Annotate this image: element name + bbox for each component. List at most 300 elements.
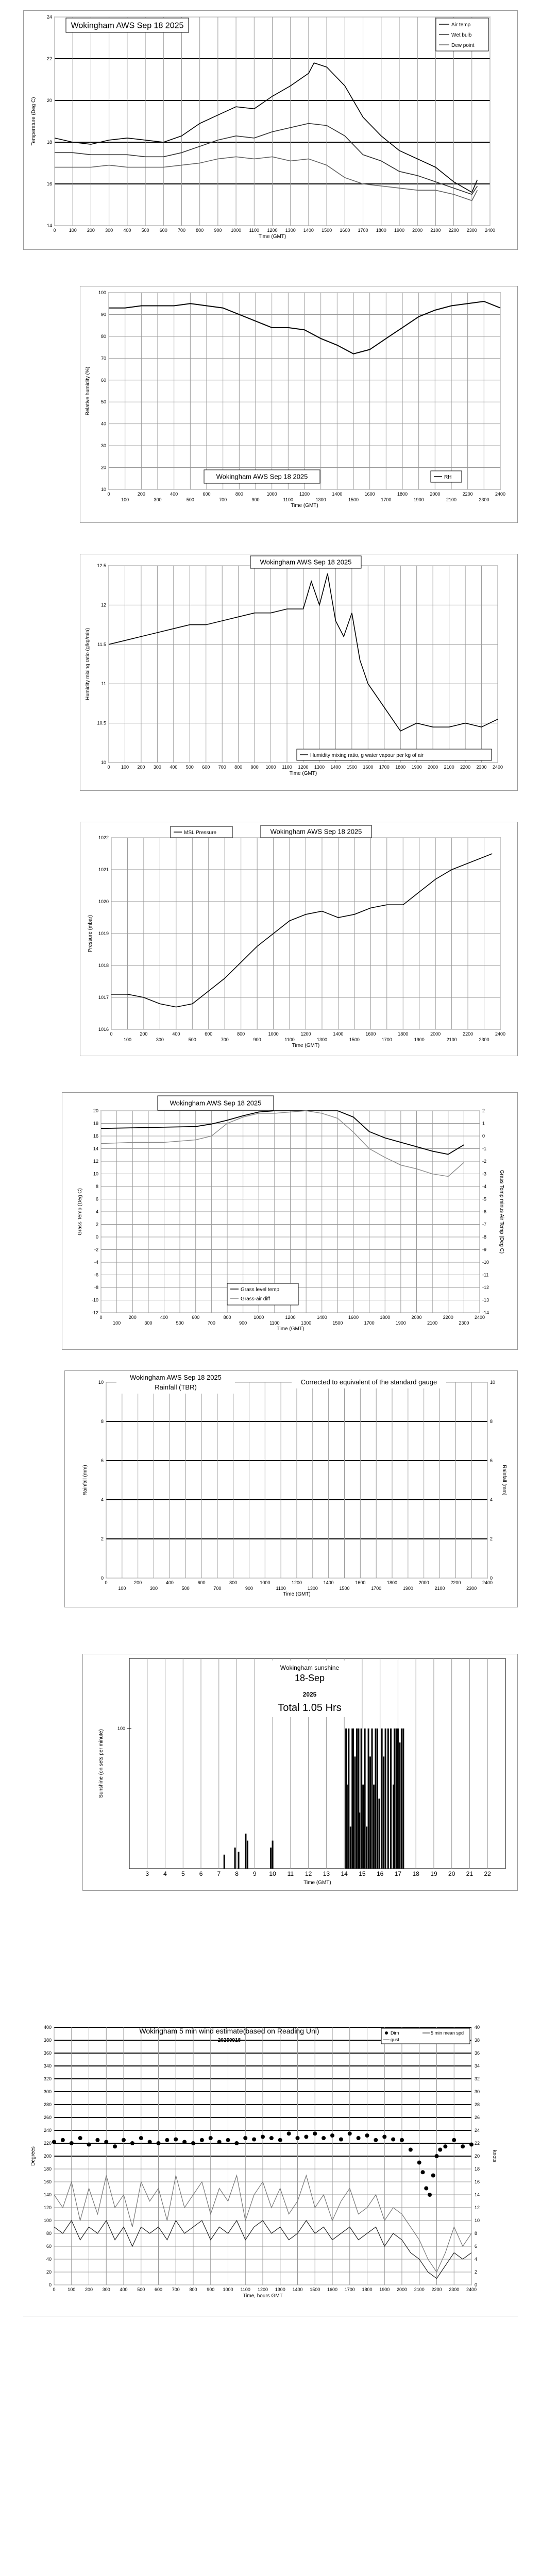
- chart-panel-mixing-ratio: [80, 554, 518, 791]
- x-tick-label: 2400: [474, 1315, 485, 1320]
- legend-label: Air temp: [451, 22, 471, 28]
- direction-point: [435, 2154, 439, 2158]
- x-tick-label: 1700: [371, 1586, 382, 1591]
- x-tick-label: 1600: [327, 2287, 338, 2292]
- x-tick-label: 2300: [476, 765, 487, 770]
- direction-point: [174, 2138, 178, 2142]
- y-tick-label: 70: [100, 355, 106, 361]
- direction-point: [148, 2140, 152, 2144]
- y2-tick-label: 16: [475, 2179, 480, 2184]
- y2-tick-label: 26: [475, 2115, 480, 2120]
- direction-point: [296, 2136, 300, 2140]
- chart-title: Wokingham AWS Sep 18 2025: [270, 827, 362, 836]
- direction-point: [417, 2161, 421, 2165]
- x-tick-label: 400: [123, 228, 131, 233]
- direction-point: [452, 2138, 456, 2142]
- y-tick-label: 20: [46, 2269, 52, 2275]
- y2-tick-label: 20: [475, 2154, 480, 2159]
- x-tick-label: 10: [269, 1870, 276, 1877]
- chart-title: Wokingham sunshine: [280, 1664, 340, 1671]
- x-tick-label: 100: [118, 1586, 126, 1591]
- x-tick-label: 800: [235, 492, 243, 497]
- x-tick-label: 400: [170, 765, 178, 770]
- x-tick-label: 2100: [430, 228, 441, 233]
- y-tick-label: 40: [100, 421, 106, 427]
- direction-point: [469, 2143, 474, 2147]
- x-tick-label: 600: [202, 492, 211, 497]
- x-tick-label: 1500: [349, 1037, 360, 1042]
- sunshine-bar: [383, 1756, 384, 1869]
- x-tick-label: 2400: [482, 1580, 493, 1585]
- y2-tick-label: -13: [482, 1297, 489, 1303]
- x-tick-label: 2200: [463, 1031, 474, 1037]
- direction-point: [200, 2138, 204, 2142]
- x-tick-label: 1900: [394, 228, 404, 233]
- x-tick-label: 4: [163, 1870, 167, 1877]
- y-tick-label: 120: [43, 2205, 52, 2210]
- sunshine-bar: [397, 1728, 399, 1869]
- direction-point: [269, 2136, 274, 2140]
- x-axis-label: Time (GMT): [291, 503, 318, 509]
- x-tick-label: 300: [156, 1037, 164, 1042]
- direction-point: [252, 2138, 256, 2142]
- x-tick-label: 700: [207, 1320, 215, 1326]
- sunshine-bar: [224, 1855, 225, 1869]
- x-tick-label: 1700: [381, 497, 392, 502]
- y2-tick-label: 34: [475, 2063, 480, 2069]
- y-tick-label: 100: [98, 290, 106, 295]
- sunshine-bar: [377, 1728, 378, 1869]
- sunshine-bar: [346, 1785, 348, 1869]
- y2-tick-label: -10: [482, 1260, 489, 1265]
- x-tick-label: 2400: [495, 492, 506, 497]
- direction-point: [217, 2140, 222, 2144]
- x-tick-label: 1400: [292, 2287, 303, 2292]
- chart-year: 2025: [302, 1691, 317, 1698]
- x-axis-label: Time (GMT): [289, 771, 317, 776]
- sunshine-bar: [245, 1834, 246, 1869]
- y-tick-label: 8: [95, 1184, 98, 1189]
- y-tick-label: -10: [91, 1297, 98, 1303]
- chart-note: Corrected to equivalent of the standard gauge: [300, 1378, 437, 1386]
- chart-subtitle: 18-Sep: [294, 1673, 325, 1683]
- y2-tick-label: 4: [475, 2257, 478, 2262]
- y-tick-label: 16: [93, 1133, 98, 1139]
- y-tick-label: 100: [43, 2218, 52, 2223]
- x-tick-label: 700: [213, 1586, 222, 1591]
- x-tick-label: 1900: [413, 497, 424, 502]
- y2-tick-label: -8: [482, 1234, 487, 1240]
- x-tick-label: 800: [189, 2287, 197, 2292]
- chart-title: Wokingham AWS Sep 18 2025: [71, 21, 184, 30]
- x-tick-label: 900: [214, 228, 222, 233]
- legend-label: Dirn: [391, 2030, 399, 2036]
- y-tick-label: 300: [43, 2089, 52, 2094]
- y2-tick-label: 0: [490, 1575, 493, 1581]
- y-axis-label: Temperature (Deg C): [31, 97, 37, 146]
- y-tick-label: 14: [46, 223, 52, 228]
- legend-label: Wet bulb: [451, 32, 472, 38]
- y-tick-label: 40: [46, 2257, 52, 2262]
- direction-point: [461, 2144, 465, 2148]
- y2-tick-label: -6: [482, 1209, 487, 1214]
- direction-point: [287, 2131, 291, 2136]
- sunshine-bar: [369, 1756, 371, 1869]
- y-tick-label: 400: [43, 2025, 52, 2030]
- x-tick-label: 3: [145, 1870, 149, 1877]
- y-tick-label: 11: [101, 681, 106, 687]
- y2-tick-label: -12: [482, 1285, 489, 1290]
- x-tick-label: 2100: [446, 497, 457, 502]
- x-tick-label: 11: [287, 1870, 294, 1877]
- x-tick-label: 1300: [316, 1037, 327, 1042]
- x-tick-label: 100: [123, 1037, 131, 1042]
- x-tick-label: 1000: [231, 228, 242, 233]
- direction-point: [365, 2133, 369, 2138]
- y2-tick-label: 8: [490, 1419, 493, 1424]
- x-tick-label: 1900: [395, 1320, 406, 1326]
- x-tick-label: 2000: [412, 228, 423, 233]
- y2-tick-label: 40: [475, 2025, 480, 2030]
- x-tick-label: 1500: [348, 497, 359, 502]
- x-tick-label: 700: [172, 2287, 180, 2292]
- y2-axis-label: knots: [492, 2150, 497, 2162]
- y-tick-label: 22: [46, 56, 52, 61]
- x-tick-label: 400: [170, 492, 178, 497]
- y2-tick-label: -14: [482, 1310, 489, 1315]
- x-tick-label: 700: [219, 497, 227, 502]
- y-axis-label: Grass Temp (Deg C): [77, 1188, 83, 1235]
- chart-subtitle: Rainfall (TBR): [155, 1383, 197, 1391]
- x-tick-label: 1200: [285, 1315, 296, 1320]
- x-tick-label: 2400: [492, 765, 503, 770]
- chart-panel-humidity: [80, 286, 518, 523]
- x-tick-label: 1200: [299, 492, 310, 497]
- sunshine-bar: [402, 1728, 404, 1869]
- x-tick-label: 1100: [284, 1037, 295, 1042]
- y2-tick-label: -2: [482, 1159, 487, 1164]
- y2-tick-label: 28: [475, 2102, 480, 2107]
- sunshine-bar: [366, 1826, 367, 1869]
- x-tick-label: 400: [120, 2287, 128, 2292]
- x-tick-label: 900: [253, 1037, 261, 1042]
- y-axis-label: Humidity mixing ratio (g/kg/min): [85, 628, 91, 701]
- direction-point: [278, 2138, 282, 2142]
- pressure-chart: [80, 822, 517, 1056]
- y-tick-label: 10: [93, 1171, 98, 1177]
- y-tick-label: 12.5: [97, 563, 106, 568]
- x-tick-label: 1600: [365, 1031, 376, 1037]
- y-tick-label: 180: [43, 2166, 52, 2172]
- x-tick-label: 1100: [283, 497, 294, 502]
- x-tick-label: 2000: [396, 2287, 408, 2292]
- sunshine-bar: [348, 1728, 349, 1869]
- x-axis-label: Time, hours GMT: [243, 2293, 283, 2299]
- direction-point: [261, 2135, 265, 2139]
- sunshine-bar: [381, 1728, 383, 1869]
- y-tick-label: 0: [48, 2282, 52, 2287]
- y-tick-label: 50: [100, 399, 106, 405]
- x-tick-label: 13: [323, 1870, 330, 1877]
- x-tick-label: 1200: [298, 765, 309, 770]
- direction-point: [52, 2140, 56, 2144]
- x-tick-label: 300: [102, 2287, 110, 2292]
- y2-tick-label: 12: [475, 2205, 480, 2210]
- direction-point: [409, 2148, 413, 2152]
- y-tick-label: 18: [46, 140, 52, 145]
- sunshine-bar: [375, 1728, 376, 1869]
- x-tick-label: 200: [140, 1031, 148, 1037]
- x-tick-label: 500: [141, 228, 149, 233]
- x-tick-label: 700: [177, 228, 185, 233]
- x-tick-label: 1300: [285, 228, 296, 233]
- x-tick-label: 1500: [322, 228, 332, 233]
- chart-title: Wokingham AWS Sep 18 2025: [170, 1099, 262, 1107]
- x-tick-label: 1200: [300, 1031, 311, 1037]
- y-axis-label: Pressure (mbar): [88, 914, 93, 953]
- legend-label: Dew point: [451, 43, 475, 48]
- y-tick-label: 90: [100, 312, 106, 317]
- y-tick-label: 18: [93, 1121, 98, 1126]
- y2-tick-label: 22: [475, 2141, 480, 2146]
- sunshine-bar: [390, 1728, 392, 1869]
- legend-swatch: [385, 2031, 388, 2035]
- y-tick-label: 1016: [98, 1027, 109, 1032]
- x-tick-label: 1700: [381, 1037, 392, 1042]
- x-tick-label: 1000: [223, 2287, 233, 2292]
- x-tick-label: 1900: [402, 1586, 413, 1591]
- x-tick-label: 0: [53, 228, 56, 233]
- x-tick-label: 1600: [355, 1580, 366, 1585]
- x-tick-label: 600: [205, 1031, 213, 1037]
- y-axis-label: Degrees: [30, 2146, 36, 2166]
- direction-point: [330, 2133, 334, 2138]
- y-tick-label: -4: [94, 1260, 98, 1265]
- y-tick-label: 2: [100, 1536, 104, 1541]
- x-tick-label: 2400: [466, 2287, 477, 2292]
- x-tick-label: 12: [305, 1870, 312, 1877]
- legend-label: MSL Pressure: [184, 830, 216, 836]
- y2-tick-label: 10: [490, 1380, 496, 1385]
- y2-tick-label: 1: [482, 1121, 485, 1126]
- x-tick-label: 1800: [386, 1580, 398, 1585]
- x-tick-label: 1500: [310, 2287, 320, 2292]
- x-tick-label: 1400: [333, 1031, 344, 1037]
- sunshine-bar: [270, 1848, 272, 1869]
- x-tick-label: 200: [137, 492, 145, 497]
- y-tick-label: 14: [93, 1146, 98, 1151]
- x-tick-label: 500: [176, 1320, 184, 1326]
- y2-tick-label: -11: [482, 1272, 489, 1278]
- x-tick-label: 500: [188, 1037, 196, 1042]
- x-tick-label: 2000: [418, 1580, 429, 1585]
- x-tick-label: 500: [137, 2287, 145, 2292]
- x-tick-label: 1400: [330, 765, 341, 770]
- x-tick-label: 1300: [314, 765, 325, 770]
- sunshine-bar: [364, 1728, 366, 1869]
- x-tick-label: 21: [466, 1870, 474, 1877]
- x-tick-label: 400: [160, 1315, 168, 1320]
- y-tick-label: 1022: [98, 835, 109, 840]
- x-tick-label: 15: [359, 1870, 366, 1877]
- x-tick-label: 100: [121, 765, 129, 770]
- direction-point: [87, 2143, 91, 2147]
- x-tick-label: 1800: [376, 228, 386, 233]
- y-axis-label: Rainfall (mm): [82, 1465, 88, 1496]
- x-tick-label: 800: [229, 1580, 238, 1585]
- y-tick-label: 340: [43, 2063, 52, 2069]
- sunshine-chart: [83, 1654, 517, 1890]
- y-tick-label: 12: [93, 1159, 98, 1164]
- x-tick-label: 2100: [446, 1037, 457, 1042]
- x-tick-label: 2200: [431, 2287, 442, 2292]
- x-tick-label: 400: [165, 1580, 174, 1585]
- sunshine-bar: [395, 1728, 397, 1869]
- x-tick-label: 1100: [282, 765, 292, 770]
- direction-point: [424, 2187, 428, 2191]
- x-axis-label: Time (GMT): [303, 1880, 331, 1886]
- x-tick-label: 1000: [268, 1031, 279, 1037]
- x-tick-label: 0: [107, 492, 110, 497]
- legend-label: Grass level temp: [241, 1287, 280, 1293]
- sunshine-bar: [368, 1728, 369, 1869]
- x-tick-label: 20: [448, 1870, 455, 1877]
- x-tick-label: 1300: [275, 2287, 285, 2292]
- y-tick-label: 240: [43, 2128, 52, 2133]
- x-tick-label: 1200: [267, 228, 278, 233]
- y-tick-label: 24: [46, 14, 52, 20]
- y-tick-label: 2: [95, 1222, 98, 1227]
- x-tick-label: 2300: [449, 2287, 460, 2292]
- x-tick-label: 200: [87, 228, 95, 233]
- x-tick-label: 16: [376, 1870, 384, 1877]
- x-tick-label: 200: [134, 1580, 142, 1585]
- x-tick-label: 600: [197, 1580, 206, 1585]
- x-tick-label: 2300: [479, 1037, 489, 1042]
- sunshine-bar: [356, 1728, 358, 1869]
- y-tick-label: 0: [100, 1575, 104, 1581]
- direction-point: [438, 2148, 442, 2152]
- y-tick-label: 0: [95, 1234, 98, 1240]
- y-tick-label: 360: [43, 2050, 52, 2056]
- y-tick-label: 20: [93, 1108, 98, 1113]
- sunshine-bar: [394, 1728, 395, 1869]
- sunshine-bar: [399, 1742, 400, 1869]
- x-tick-label: 200: [137, 765, 145, 770]
- y2-tick-label: -3: [482, 1171, 487, 1177]
- sunshine-bar: [378, 1799, 380, 1869]
- direction-point: [209, 2136, 213, 2140]
- x-tick-label: 14: [341, 1870, 348, 1877]
- y-tick-label: 1017: [98, 995, 109, 1000]
- y-tick-label: -6: [94, 1272, 98, 1278]
- direction-point: [428, 2193, 432, 2197]
- y-axis-label: Relative humidity (%): [85, 366, 91, 416]
- sunshine-bar: [401, 1728, 402, 1869]
- x-tick-label: 1100: [240, 2287, 250, 2292]
- y-tick-label: 1020: [98, 899, 109, 904]
- x-tick-label: 1400: [332, 492, 343, 497]
- x-tick-label: 1000: [253, 1315, 264, 1320]
- x-tick-label: 600: [202, 765, 210, 770]
- x-tick-label: 1600: [348, 1315, 359, 1320]
- x-tick-label: 800: [223, 1315, 231, 1320]
- y2-axis-label: Grass Temp minus Air Temp (Deg C): [499, 1170, 504, 1254]
- y-tick-label: 220: [43, 2141, 52, 2146]
- x-tick-label: 2100: [414, 2287, 425, 2292]
- x-tick-label: 800: [237, 1031, 245, 1037]
- x-axis-label: Time (GMT): [292, 1043, 320, 1048]
- x-tick-label: 100: [121, 497, 129, 502]
- y2-tick-label: 10: [475, 2218, 480, 2223]
- x-tick-label: 100: [69, 228, 77, 233]
- y-tick-label: -12: [91, 1310, 98, 1315]
- x-tick-label: 600: [159, 228, 167, 233]
- y-tick-label: 200: [43, 2154, 52, 2159]
- x-tick-label: 22: [484, 1870, 491, 1877]
- y-tick-label: 80: [100, 333, 106, 339]
- y-tick-label: 6: [100, 1458, 104, 1463]
- x-tick-label: 600: [192, 1315, 200, 1320]
- direction-point: [139, 2136, 143, 2140]
- chart-total: Total 1.05 Hrs: [278, 1702, 342, 1714]
- x-tick-label: 1500: [332, 1320, 343, 1326]
- direction-point: [304, 2135, 308, 2139]
- x-tick-label: 1300: [301, 1320, 312, 1326]
- x-tick-label: 300: [105, 228, 113, 233]
- x-tick-label: 0: [53, 2287, 56, 2292]
- y2-tick-label: 18: [475, 2166, 480, 2172]
- x-tick-label: 300: [144, 1320, 153, 1326]
- x-tick-label: 500: [186, 497, 194, 502]
- sunshine-bar: [272, 1841, 274, 1869]
- x-tick-label: 0: [99, 1315, 103, 1320]
- direction-point: [431, 2174, 435, 2178]
- y-tick-label: 10.5: [97, 720, 106, 726]
- x-tick-label: 800: [196, 228, 204, 233]
- x-tick-label: 300: [153, 765, 161, 770]
- x-tick-label: 2100: [444, 765, 454, 770]
- chart-panel-wind: [23, 2022, 518, 2316]
- x-tick-label: 1600: [340, 228, 350, 233]
- x-tick-label: 400: [172, 1031, 180, 1037]
- x-tick-label: 2200: [462, 492, 473, 497]
- x-tick-label: 1000: [266, 492, 277, 497]
- direction-point: [122, 2138, 126, 2142]
- x-tick-label: 100: [67, 2287, 76, 2292]
- y-tick-label: 260: [43, 2115, 52, 2120]
- chart-title: Wokingham AWS Sep 18 2025: [216, 472, 308, 481]
- x-tick-label: 800: [234, 765, 243, 770]
- chart-panel-temperature: [23, 10, 518, 250]
- sunshine-bar: [371, 1728, 373, 1869]
- chart-panel-pressure: [80, 822, 518, 1056]
- y-tick-label: 20: [46, 98, 52, 103]
- humidity-chart: [80, 286, 517, 522]
- y2-tick-label: 2: [482, 1108, 485, 1113]
- x-tick-label: 1900: [379, 2287, 390, 2292]
- y-tick-label: 20: [100, 465, 106, 470]
- x-tick-label: 1500: [346, 765, 357, 770]
- y-tick-label: 30: [100, 443, 106, 449]
- y2-axis-label: Rainfall (mm): [501, 1465, 507, 1496]
- x-tick-label: 900: [245, 1586, 253, 1591]
- sunshine-bar: [354, 1756, 356, 1869]
- direction-point: [157, 2141, 161, 2145]
- sunshine-bar: [350, 1826, 351, 1869]
- x-tick-label: 9: [252, 1870, 257, 1877]
- y-tick-label: 8: [100, 1419, 104, 1424]
